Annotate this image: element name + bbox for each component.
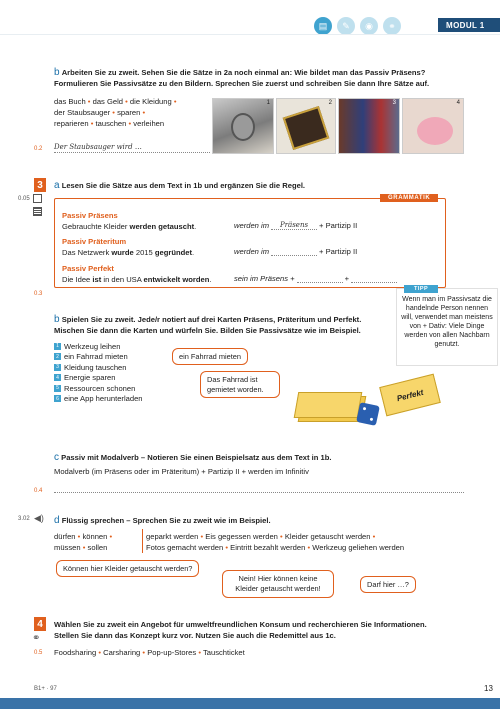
list-item (54, 373, 143, 384)
rule-text: werden im (234, 221, 270, 230)
word: reparieren (54, 119, 89, 128)
rule-text: sein im Präsens + (234, 274, 295, 283)
grammar-title: Passiv Perfekt (62, 264, 114, 273)
tip-tag: TIPP (404, 285, 438, 293)
image-number: 4 (456, 100, 460, 106)
exercise-3c-instruction (54, 452, 332, 463)
rule-past (234, 247, 357, 256)
exercise-letter: c (54, 452, 59, 463)
word: die Kleidung (129, 97, 172, 106)
modal-verb: können (82, 532, 108, 541)
instruction-line-2: Stellen Sie dann das Konzept kurz vor. Nutzen Sie auch die Redemittel aus 1c. (54, 631, 336, 640)
pen-icon[interactable]: ✎ (337, 17, 355, 35)
grammar-tag: GRAMMATIK (380, 194, 438, 202)
modal-verb: sollen (87, 543, 108, 552)
phrase: Kleider getauscht werden (284, 532, 371, 541)
word: der Staubsauger (54, 108, 111, 117)
speaker-icon[interactable]: ◀) (34, 513, 44, 523)
list-item-text: Werkzeug leihen (64, 341, 121, 351)
dice-face-icon: 5 (54, 385, 61, 392)
dice-face-icon: 4 (54, 374, 61, 381)
speech-bubble: ein Fahrrad mieten (172, 348, 248, 365)
word-box: das Buch • das Geld • die Kleidung • der Staubsauger • sparen • reparieren • tauschen • verleihen (54, 97, 177, 128)
phrase-list: geparkt werden • Eis gegessen werden • Kleider getauscht werden • Fotos gemacht werden • Eintritt bezahlt werden • Werkzeug geliehen werden (146, 532, 405, 552)
list-item (54, 362, 143, 373)
word: verleihen (133, 119, 165, 128)
instruction-line-1: Spielen Sie zu zweit. Jede/r notiert auf drei Karten Präsens, Präteritum und Perfekt. (61, 315, 362, 324)
divider (142, 529, 143, 553)
phrase: Eis gegessen werden (205, 532, 278, 541)
exercise-4-instruction (54, 619, 474, 641)
document-icon[interactable] (33, 194, 42, 203)
exercise-letter: a (54, 180, 60, 191)
modal-rule: Modalverb (im Präsens oder im Präteritum) + Partizip II + werden im Infinitiv (54, 467, 309, 476)
rule-fill-input[interactable] (351, 274, 397, 283)
page-number: 13 (484, 684, 493, 693)
grammar-row-present (62, 210, 196, 232)
piggy-bank-photo (402, 98, 464, 154)
exercise-letter: b (54, 314, 60, 325)
book-icon[interactable]: ▤ (314, 17, 332, 35)
book-shape (283, 106, 330, 150)
modal-verb: dürfen (54, 532, 76, 541)
card-stack (294, 392, 363, 418)
exercise-3d-instruction (54, 515, 271, 526)
book-photo (276, 98, 336, 154)
globe-icon[interactable]: ⚭ (32, 633, 41, 644)
instruction-line-2: Formulieren Sie Passivsätze zu den Bildern. Sprechen Sie zuerst und schreiben Sie dann Ihre Sätze auf. (54, 79, 430, 88)
modal-verb: müssen (54, 543, 81, 552)
speech-bubble: Darf hier …? (360, 576, 416, 593)
grammar-title: Passiv Präteritum (62, 237, 127, 246)
word: sparen (117, 108, 141, 117)
list-item-text: ein Fahrrad mieten (64, 352, 128, 362)
exercise-3b-instruction (54, 314, 394, 336)
exercise-4-badge: 4 (34, 617, 46, 631)
dice-face-icon: 3 (54, 364, 61, 371)
line-number: 0.3 (34, 291, 43, 297)
list-item-text: eine App herunterladen (64, 394, 143, 404)
clothes-photo (338, 98, 400, 154)
image-number: 2 (328, 100, 332, 106)
word: tauschen (95, 119, 127, 128)
dice-face-icon: 6 (54, 395, 61, 402)
list-item-text: Kleidung tauschen (64, 362, 127, 372)
dice-list (54, 341, 143, 404)
rule-fill-input[interactable] (297, 274, 343, 283)
sentence: . (194, 222, 197, 231)
rule-text: + (344, 274, 350, 283)
tip-box: Wenn man im Passivsatz die handelnde Person nennen will, verwendet man meistens von + Dativ: Viele Dinge werden von allen Nachbarn genutzt. (396, 288, 498, 366)
dice-face-icon: 1 (54, 343, 61, 350)
list-item (54, 394, 143, 405)
list-item-text: Ressourcen schonen (64, 383, 136, 393)
instruction-line-2: Mischen Sie dann die Karten und würfeln Sie. Bilden Sie Passivsätze wie im Beispiel. (54, 326, 361, 335)
rule-perfect (234, 274, 397, 283)
line-number: 0.5 (34, 650, 43, 656)
dice-icon[interactable] (356, 402, 380, 426)
instruction-line-1: Wählen Sie zu zweit ein Angebot für umweltfreundlichen Konsum und recherchieren Sie Informationen. (54, 620, 427, 629)
exercise-2b-instruction (54, 67, 464, 89)
list-item-text: Energie sparen (64, 373, 116, 383)
audio-track: 3.02 (18, 516, 30, 522)
footer-bar (0, 698, 500, 709)
phrase: Werkzeug geliehen werden (312, 543, 405, 552)
option: Carsharing (103, 648, 141, 657)
exercise-3a-instruction (54, 180, 305, 191)
instruction-text: Flüssig sprechen – Sprechen Sie zu zweit wie im Beispiel. (61, 516, 271, 525)
grammar-row-past: Passiv Präteritum Das Netzwerk wurde 2015 gegründet. (62, 237, 195, 257)
list-icon[interactable] (33, 207, 42, 216)
vacuum-cleaner-photo (212, 98, 274, 154)
rule-fill-input[interactable] (271, 247, 317, 256)
option-list: Foodsharing • Carsharing • Pop-up-Stores • Tauschticket (54, 648, 245, 657)
image-number: 3 (392, 100, 396, 106)
globe-icon[interactable]: ⚭ (383, 17, 401, 35)
speech-bubble: Nein! Hier können keine Kleider getauscht werden! (222, 570, 334, 598)
divider (0, 34, 500, 35)
top-icons (314, 17, 401, 35)
option: Pop-up-Stores (147, 648, 197, 657)
top-bar (0, 0, 500, 34)
instruction-text: Lesen Sie die Sätze aus dem Text in 1b und ergänzen Sie die Regel. (61, 181, 306, 190)
grammar-row-perfect: Passiv Perfekt Die Idee ist in den USA entwickelt worden. (62, 264, 212, 284)
option: Foodsharing (54, 648, 97, 657)
rule-text: + Partizip II (319, 221, 358, 230)
write-line (54, 152, 210, 153)
option: Tauschticket (202, 648, 245, 657)
rule-text: werden im (234, 247, 270, 256)
phrase: geparkt werden (146, 532, 199, 541)
piggy-shape (417, 117, 453, 145)
word: das Buch (54, 97, 86, 106)
vacuum-shape (231, 113, 255, 141)
list-item (54, 352, 143, 363)
instruction-text: Passiv mit Modalverb – Notieren Sie einen Beispielsatz aus dem Text in 1b. (61, 453, 332, 462)
phrase: Fotos gemacht werden (146, 543, 224, 552)
rule-fill-input[interactable]: Präsens (271, 221, 317, 230)
grammar-title: Passiv Präsens (62, 211, 118, 220)
rule-present (234, 221, 357, 230)
speech-bubble: Das Fahrrad ist gemietet worden. (200, 371, 280, 398)
modal-verbs: dürfen • können • müssen • sollen (54, 532, 113, 552)
line-number: 0.4 (34, 488, 43, 494)
speech-bubble: Können hier Kleider getauscht werden? (56, 560, 199, 577)
exercise-3-badge: 3 (34, 178, 46, 192)
module-tag: MODUL 1 (438, 18, 500, 32)
sentence-bold: werden getauscht (129, 222, 195, 231)
audio-track: 0.05 (18, 196, 30, 202)
phrase: Eintritt bezahlt werden (230, 543, 306, 552)
page-reference: B1+ · 97 (34, 686, 57, 692)
image-number: 1 (266, 100, 270, 106)
headphones-icon[interactable]: ◉ (360, 17, 378, 35)
write-line[interactable] (54, 492, 464, 493)
line-number: 0.2 (34, 146, 43, 152)
list-item (54, 341, 143, 352)
rule-text: + Partizip II (319, 247, 358, 256)
list-item (54, 383, 143, 394)
word: das Geld (92, 97, 123, 106)
instruction-line-1: Arbeiten Sie zu zweit. Sehen Sie die Sätze in 2a noch einmal an: Wie bildet man das Passiv Präsens? (61, 68, 426, 77)
exercise-letter: b (54, 67, 60, 78)
handwritten-example: Der Staubsauger wird … (54, 143, 142, 151)
perfekt-card[interactable]: Perfekt (379, 374, 441, 417)
dice-face-icon: 2 (54, 353, 61, 360)
sentence: Gebrauchte Kleider (62, 222, 130, 231)
exercise-letter: d (54, 515, 60, 526)
